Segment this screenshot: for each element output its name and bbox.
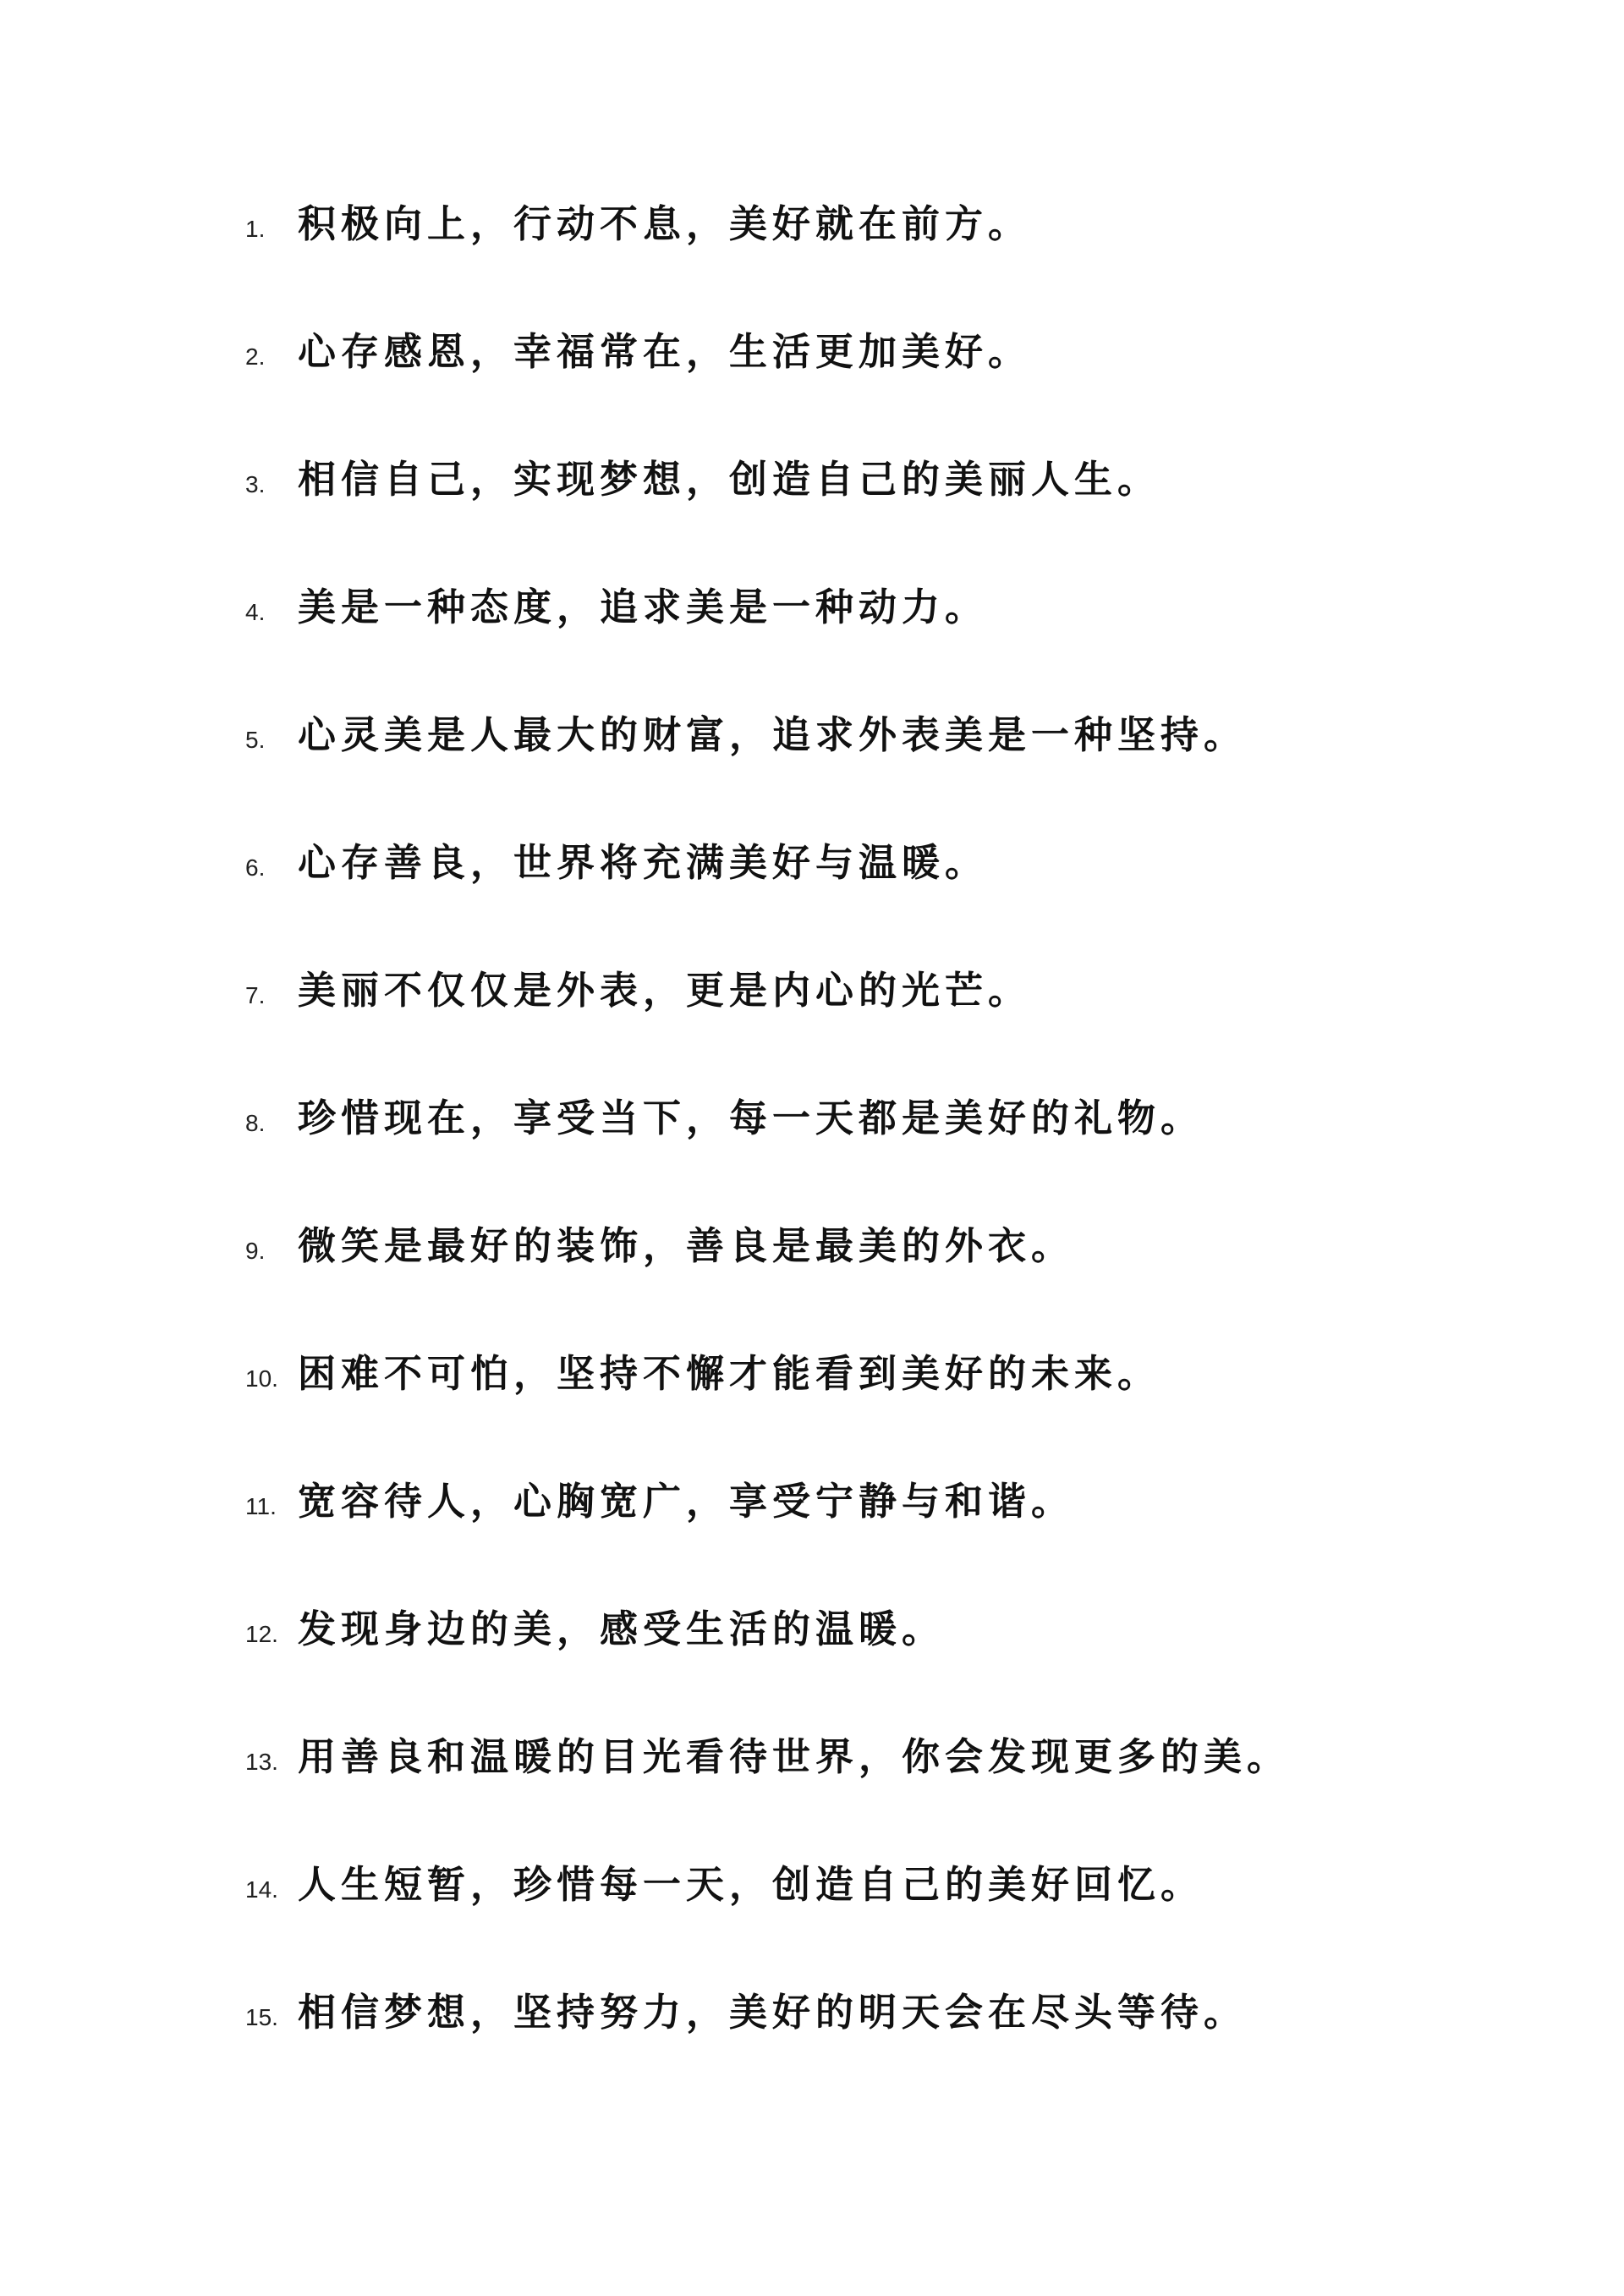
list-item bbox=[245, 1726, 1290, 1854]
item-number: 13. bbox=[245, 1749, 278, 1775]
item-number: 1. bbox=[245, 216, 266, 242]
item-text: 困难不可怕，坚持不懈才能看到美好的未来。 bbox=[298, 1351, 1161, 1396]
item-number: 6. bbox=[245, 854, 266, 881]
item-text: 相信自己，实现梦想，创造自己的美丽人生。 bbox=[298, 457, 1161, 502]
item-number: 14. bbox=[245, 1876, 278, 1903]
list-item bbox=[245, 1343, 1290, 1470]
item-text: 心灵美是人最大的财富，追求外表美是一种坚持。 bbox=[298, 712, 1248, 757]
item-number: 10. bbox=[245, 1365, 278, 1392]
item-text: 积极向上，行动不息，美好就在前方。 bbox=[298, 201, 1032, 246]
item-text: 发现身边的美，感受生活的温暖。 bbox=[298, 1607, 946, 1651]
item-number: 7. bbox=[245, 982, 266, 1008]
item-text: 微笑是最好的装饰，善良是最美的外衣。 bbox=[298, 1223, 1075, 1268]
item-number: 11. bbox=[245, 1493, 277, 1519]
list-item bbox=[245, 1598, 1290, 1726]
list-item bbox=[245, 959, 1290, 1087]
list-item bbox=[245, 321, 1290, 448]
item-number: 8. bbox=[245, 1110, 266, 1136]
item-text: 美是一种态度，追求美是一种动力。 bbox=[298, 585, 989, 629]
item-text: 美丽不仅仅是外表，更是内心的光芒。 bbox=[298, 968, 1032, 1013]
list-item bbox=[245, 576, 1290, 704]
item-text: 心存感恩，幸福常在，生活更加美好。 bbox=[298, 329, 1032, 374]
item-number: 5. bbox=[245, 727, 266, 753]
item-text: 人生短暂，珍惜每一天，创造自己的美好回忆。 bbox=[298, 1862, 1204, 1907]
item-number: 15. bbox=[245, 2004, 278, 2030]
item-number: 3. bbox=[245, 471, 266, 497]
list-item bbox=[245, 193, 1290, 321]
list-item bbox=[245, 704, 1290, 832]
item-text: 用善良和温暖的目光看待世界，你会发现更多的美。 bbox=[298, 1734, 1291, 1779]
list-item bbox=[245, 1854, 1290, 1981]
list-item bbox=[245, 832, 1290, 959]
list-item bbox=[245, 1215, 1290, 1343]
list-item bbox=[245, 1981, 1290, 2109]
list-item bbox=[245, 1470, 1290, 1598]
item-number: 2. bbox=[245, 343, 266, 370]
item-number: 12. bbox=[245, 1621, 278, 1647]
item-number: 4. bbox=[245, 599, 266, 625]
item-text: 宽容待人，心胸宽广，享受宁静与和谐。 bbox=[298, 1479, 1075, 1524]
item-text: 珍惜现在，享受当下，每一天都是美好的礼物。 bbox=[298, 1096, 1204, 1140]
list-item bbox=[245, 1087, 1290, 1215]
list-item bbox=[245, 448, 1290, 576]
item-text: 相信梦想，坚持努力，美好的明天会在尽头等待。 bbox=[298, 1990, 1248, 2035]
quote-list bbox=[245, 193, 1290, 2109]
item-text: 心存善良，世界将充满美好与温暖。 bbox=[298, 840, 989, 885]
item-number: 9. bbox=[245, 1238, 266, 1264]
